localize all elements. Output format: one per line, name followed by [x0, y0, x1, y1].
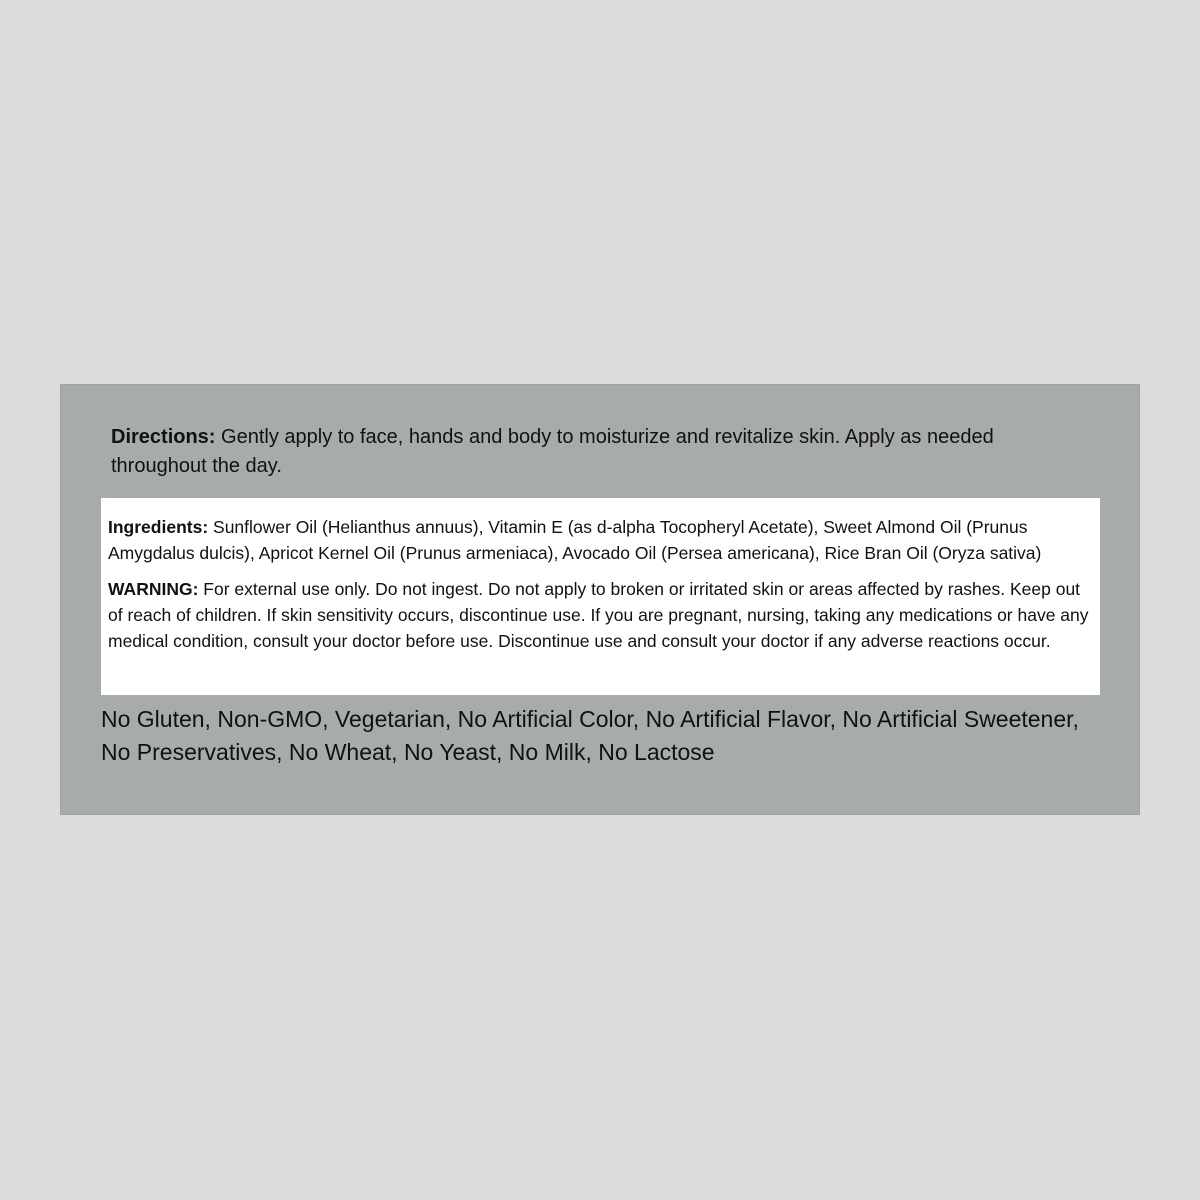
- ingredients-warning-box: [101, 498, 1100, 695]
- directions-label: Directions:: [111, 426, 216, 448]
- ingredients-body: Sunflower Oil (Helianthus annuus), Vitamin E (as d-alpha Tocopheryl Acetate), Sweet Almond Oil (Prunus Amygdalus dulcis), Apricot Kernel Oil (Prunus armeniaca), Avocado Oil (Persea americana), Rice Bran Oil (Oryza sativa): [108, 517, 1042, 563]
- label-panel: [60, 384, 1140, 815]
- ingredients-text: [108, 514, 1094, 566]
- warning-body: For external use only. Do not ingest. Do not apply to broken or irritated skin or areas affected by rashes. Keep out of reach of children. If skin sensitivity occurs, discontinue use. If you are pregnant, nursing, taking any medications or have any medical condition, consult your doctor before use. Discontinue use and consult your doctor if any adverse reactions occur.: [108, 579, 1089, 651]
- directions-text: [111, 423, 1071, 481]
- ingredients-label: Ingredients:: [108, 517, 209, 537]
- warning-label: WARNING:: [108, 579, 199, 599]
- warning-text: [108, 576, 1094, 654]
- directions-body: Gently apply to face, hands and body to moisturize and revitalize skin. Apply as needed throughout the day.: [111, 426, 994, 477]
- free-from-claims: No Gluten, Non-GMO, Vegetarian, No Artificial Color, No Artificial Flavor, No Artificial Sweetener, No Preservatives, No Wheat, No Yeast, No Milk, No Lactose: [101, 706, 1079, 765]
